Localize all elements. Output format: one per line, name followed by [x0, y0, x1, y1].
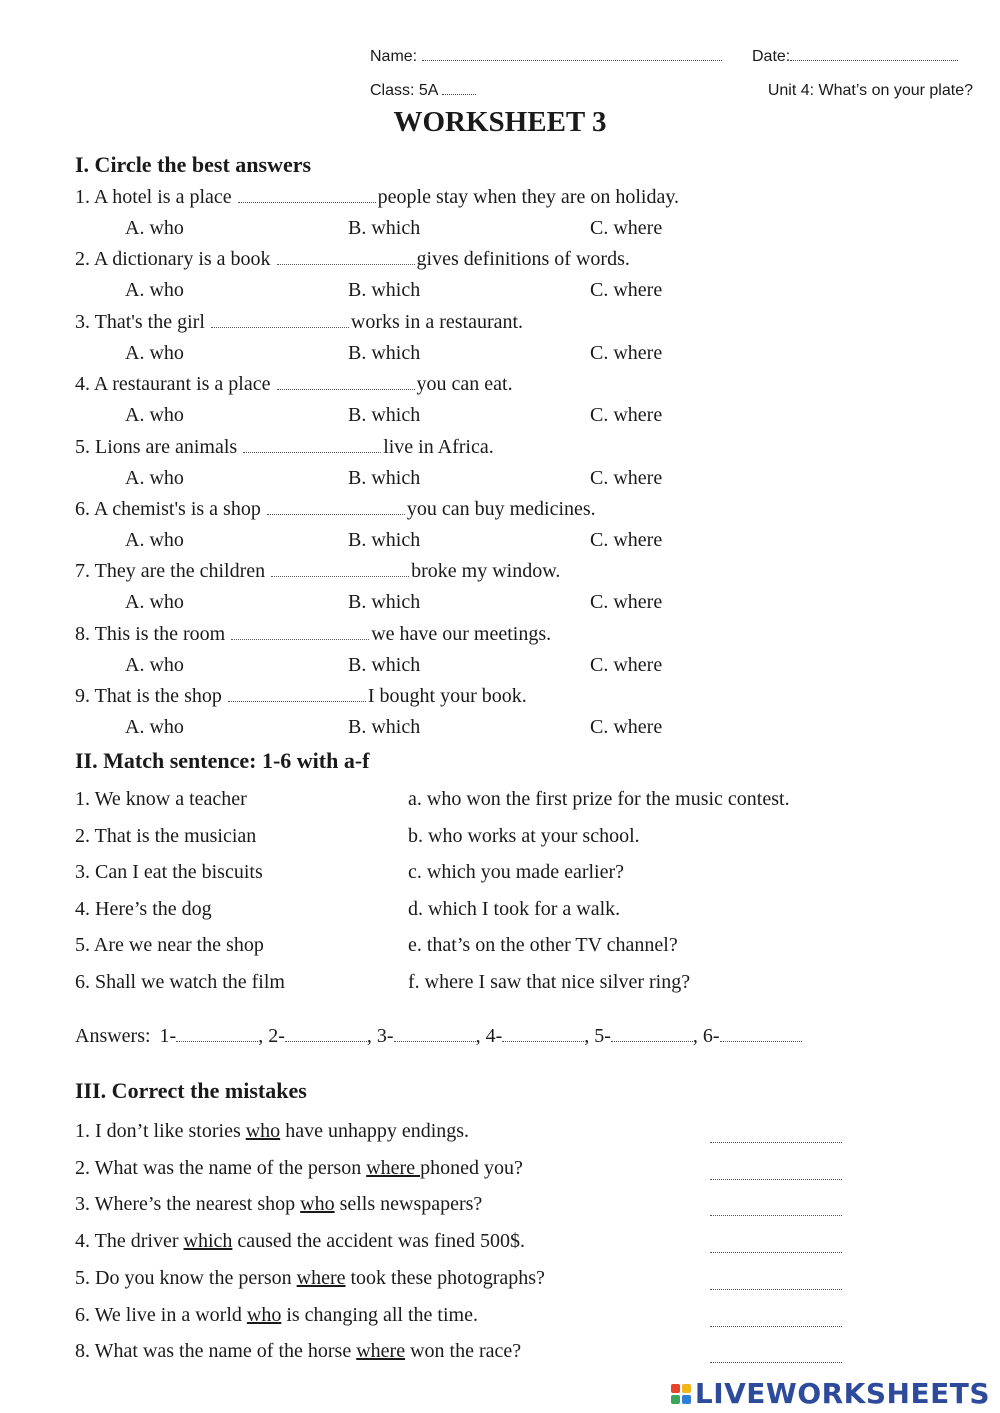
option-a[interactable]: A. who — [125, 404, 184, 427]
question-9 — [75, 685, 527, 708]
answer-slot-6 — [703, 1025, 802, 1047]
mistake-word: who — [300, 1193, 335, 1216]
option-a[interactable]: A. who — [125, 591, 184, 614]
comma: , — [692, 1025, 703, 1047]
section-2-heading: II. Match sentence: 1-6 with a-f — [75, 748, 370, 773]
question-stem: 1. A hotel is a place — [75, 186, 232, 208]
question-tail: people stay when they are on holiday. — [377, 186, 680, 208]
option-a[interactable]: A. who — [125, 217, 184, 239]
answers-label: Answers: — [75, 1025, 151, 1047]
answer-slot-3 — [377, 1025, 486, 1047]
mistake-word: where — [296, 1266, 346, 1289]
comma: , — [584, 1025, 595, 1047]
answer-slot-2 — [268, 1025, 377, 1047]
correction-blank[interactable] — [710, 1275, 842, 1290]
option-b[interactable]: B. which — [348, 466, 421, 489]
question-5 — [75, 436, 494, 459]
correction-before: 1. I don’t like stories — [75, 1120, 246, 1142]
date-label: Date: — [752, 48, 791, 65]
match-left-3: 3. Can I eat the biscuits — [75, 861, 263, 884]
option-a[interactable]: A. who — [125, 341, 184, 364]
answer-blank[interactable] — [231, 625, 369, 640]
question-7 — [75, 560, 560, 583]
question-8 — [75, 623, 551, 646]
correction-before: 8. What was the name of the horse — [75, 1340, 357, 1363]
option-b[interactable]: B. which — [348, 279, 421, 302]
answer-slot-blank[interactable] — [502, 1029, 584, 1042]
option-b[interactable]: B. which — [348, 716, 421, 739]
match-right-d: d. which I took for a walk. — [408, 897, 621, 920]
date-field — [752, 48, 958, 66]
question-stem: 2. A dictionary is a book — [75, 248, 271, 271]
logo-mark-icon — [671, 1384, 691, 1404]
correction-item-3 — [75, 1193, 482, 1216]
correction-item-4 — [75, 1230, 525, 1253]
correction-after: phoned you? — [420, 1156, 523, 1179]
option-a[interactable]: A. who — [125, 529, 184, 551]
correction-item-2 — [75, 1157, 523, 1180]
answer-slot-blank[interactable] — [285, 1029, 367, 1042]
name-blank[interactable] — [422, 48, 722, 61]
correction-before: 3. Where’s the nearest shop — [75, 1193, 301, 1216]
answer-slot-label: 4- — [485, 1025, 503, 1047]
unit-label: Unit 4: What’s on your plate? — [767, 82, 973, 99]
option-c[interactable]: C. where — [590, 716, 663, 739]
question-tail: live in Africa. — [383, 435, 494, 458]
option-c[interactable]: C. where — [590, 279, 663, 302]
correction-item-7 — [75, 1340, 521, 1363]
option-c[interactable]: C. where — [590, 529, 663, 551]
option-c[interactable]: C. where — [590, 404, 663, 427]
match-right-f: f. where I saw that nice silver ring? — [408, 971, 691, 993]
option-c[interactable]: C. where — [590, 591, 663, 614]
question-tail: broke my window. — [411, 560, 561, 583]
answer-slot-1 — [160, 1025, 269, 1047]
comma: , — [366, 1025, 377, 1047]
correction-before: 5. Do you know the person — [75, 1266, 297, 1289]
answer-slot-label: 2- — [268, 1025, 285, 1047]
option-b[interactable]: B. which — [348, 341, 421, 364]
option-c[interactable]: C. where — [590, 341, 663, 364]
mistake-word: where — [366, 1156, 421, 1179]
option-c[interactable]: C. where — [590, 217, 663, 239]
match-left-4: 4. Here’s the dog — [75, 897, 212, 920]
question-tail: gives definitions of words. — [416, 248, 630, 271]
option-b[interactable]: B. which — [348, 529, 421, 551]
match-left-1: 1. We know a teacher — [75, 788, 247, 810]
mistake-word: which — [183, 1230, 233, 1253]
correction-blank[interactable] — [710, 1312, 842, 1327]
answer-blank[interactable] — [228, 687, 366, 702]
match-left-5: 5. Are we near the shop — [75, 934, 264, 957]
correction-after: is changing all the time. — [281, 1303, 478, 1326]
option-a[interactable]: A. who — [125, 466, 184, 489]
question-stem: 7. They are the children — [75, 560, 266, 583]
match-left-2: 2. That is the musician — [75, 824, 257, 847]
option-b[interactable]: B. which — [348, 591, 421, 614]
correction-blank[interactable] — [710, 1348, 842, 1363]
date-blank[interactable] — [790, 48, 958, 61]
correction-after: won the race? — [405, 1340, 522, 1363]
match-right-e: e. that’s on the other TV channel? — [408, 934, 678, 957]
correction-blank[interactable] — [710, 1165, 842, 1180]
option-a[interactable]: A. who — [125, 279, 184, 302]
section-3-heading: III. Correct the mistakes — [75, 1078, 307, 1103]
option-a[interactable]: A. who — [125, 716, 184, 739]
correction-blank[interactable] — [710, 1128, 842, 1143]
question-stem: 8. This is the room — [75, 622, 226, 645]
option-a[interactable]: A. who — [125, 653, 184, 676]
answer-blank[interactable] — [271, 562, 409, 577]
comma: , — [258, 1025, 269, 1047]
option-c[interactable]: C. where — [590, 653, 663, 676]
answer-slot-label: 6- — [702, 1025, 720, 1047]
answer-slot-label: 5- — [594, 1025, 611, 1047]
answer-slot-blank[interactable] — [720, 1029, 802, 1042]
answer-blank[interactable] — [211, 313, 349, 328]
question-stem: 4. A restaurant is a place — [75, 373, 271, 396]
class-label: Class: 5A — [370, 82, 438, 99]
question-1 — [75, 186, 679, 209]
answer-slot-label: 1- — [159, 1025, 177, 1047]
comma: , — [475, 1025, 486, 1047]
answer-blank[interactable] — [277, 375, 415, 390]
correction-item-5 — [75, 1267, 545, 1290]
option-b[interactable]: B. which — [348, 217, 421, 239]
option-b[interactable]: B. which — [348, 404, 421, 427]
correction-blank[interactable] — [710, 1238, 842, 1253]
match-right-a: a. who won the first prize for the music contest. — [408, 788, 790, 810]
question-tail: you can eat. — [416, 373, 513, 396]
answer-blank[interactable] — [243, 438, 381, 453]
mistake-word: who — [245, 1120, 281, 1142]
match-right-b: b. who works at your school. — [408, 824, 640, 847]
correction-after: caused the accident was fined 500$. — [232, 1230, 526, 1253]
correction-after: have unhappy endings. — [280, 1120, 470, 1142]
answer-blank[interactable] — [267, 500, 405, 515]
correction-before: 2. What was the name of the person — [75, 1156, 367, 1179]
question-stem: 5. Lions are animals — [75, 435, 238, 458]
answers-row — [75, 1025, 802, 1048]
option-b[interactable]: B. which — [348, 653, 421, 676]
question-stem: 9. That is the shop — [75, 685, 222, 708]
name-label: Name: — [370, 48, 418, 65]
correction-item-6 — [75, 1304, 478, 1327]
class-blank — [442, 82, 476, 95]
answer-slot-blank[interactable] — [394, 1029, 476, 1042]
answer-slot-label: 3- — [376, 1025, 394, 1047]
match-left-6: 6. Shall we watch the film — [75, 971, 285, 993]
match-right-c: c. which you made earlier? — [408, 861, 625, 884]
name-field — [370, 48, 722, 66]
question-3 — [75, 311, 523, 334]
question-tail: we have our meetings. — [371, 622, 552, 645]
question-tail: I bought your book. — [367, 685, 527, 708]
correction-before: 4. The driver — [75, 1230, 184, 1253]
question-4 — [75, 373, 513, 396]
correction-after: took these photographs? — [345, 1266, 545, 1289]
worksheet-title: WORKSHEET 3 — [393, 106, 607, 138]
section-1-heading: I. Circle the best answers — [75, 152, 312, 177]
question-6 — [75, 498, 596, 521]
logo-text: LIVEWORKSHEETS — [694, 1377, 990, 1410]
liveworksheets-logo — [671, 1377, 990, 1410]
question-tail: you can buy medicines. — [406, 498, 596, 520]
mistake-word: where — [356, 1340, 406, 1363]
answer-blank[interactable] — [238, 188, 376, 203]
correction-blank[interactable] — [710, 1201, 842, 1216]
question-stem: 3. That's the girl — [75, 310, 205, 333]
answer-slot-5 — [594, 1025, 703, 1047]
question-stem: 6. A chemist's is a shop — [75, 498, 261, 520]
answer-slot-blank[interactable] — [176, 1029, 258, 1042]
answer-blank[interactable] — [277, 250, 415, 265]
correction-before: 6. We live in a world — [75, 1303, 247, 1326]
answer-slot-blank[interactable] — [611, 1029, 693, 1042]
class-field — [370, 82, 476, 100]
mistake-word: who — [246, 1303, 282, 1326]
correction-item-1 — [75, 1120, 469, 1143]
question-2 — [75, 248, 630, 271]
correction-after: sells newspapers? — [334, 1193, 483, 1216]
option-c[interactable]: C. where — [590, 466, 663, 489]
answer-slot-4 — [486, 1025, 595, 1047]
question-tail: works in a restaurant. — [350, 310, 524, 333]
